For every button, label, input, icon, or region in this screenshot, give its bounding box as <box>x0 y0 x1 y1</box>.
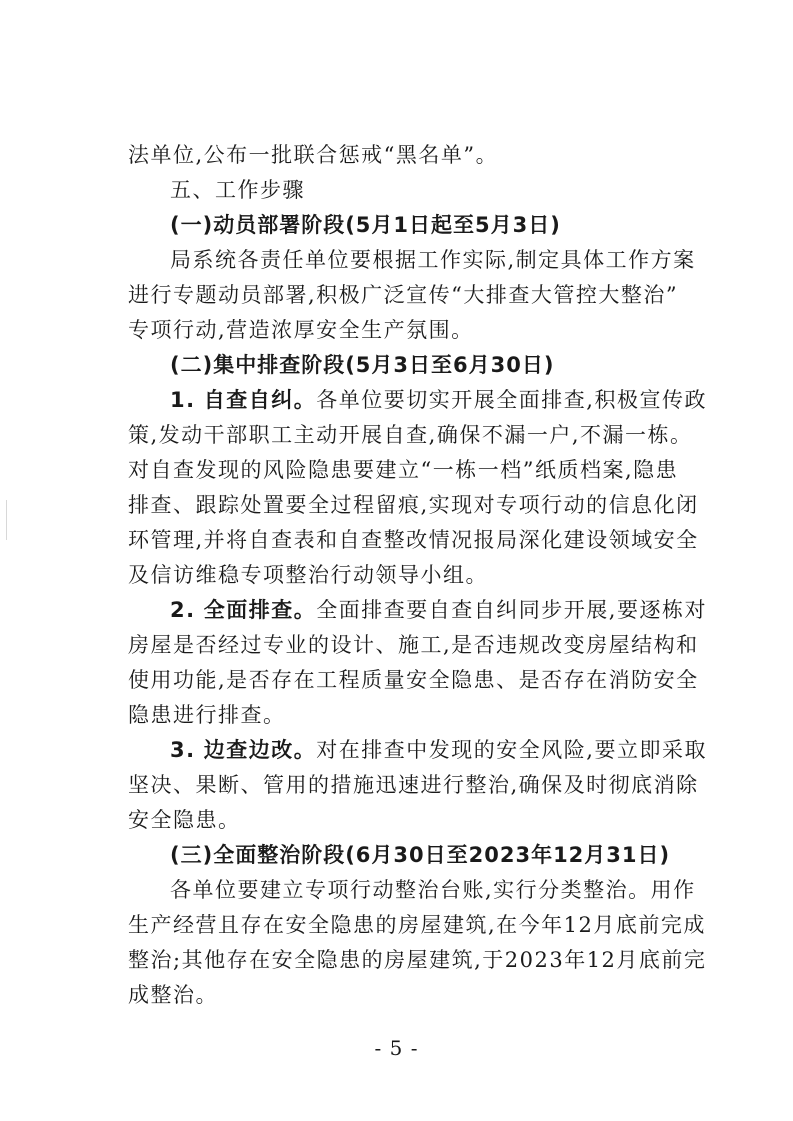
paragraph-line: 整治;其他存在安全隐患的房屋建筑,于2023年12月底前完 <box>128 948 707 972</box>
paragraph-line: 生产经营且存在安全隐患的房屋建筑,在今年12月底前完成 <box>128 913 706 937</box>
item-title: 边查边改。 <box>203 738 317 762</box>
paragraph-line: 法单位,公布一批联合惩戒“黑名单”。 <box>128 143 499 167</box>
paragraph-line: 成整治。 <box>128 983 218 1007</box>
item-title: 全面排查。 <box>203 598 317 622</box>
paragraph-line: 安全隐患。 <box>128 808 241 832</box>
paragraph-line: 各单位要建立专项行动整治台账,实行分类整治。用作 <box>170 878 696 902</box>
section-heading: 五、工作步骤 <box>170 178 305 202</box>
paragraph-line: 隐患进行排查。 <box>128 703 286 727</box>
item-1-line <box>170 385 707 415</box>
item-title: 自查自纠。 <box>203 388 317 412</box>
item-text: 全面排查要自查自纠同步开展,要逐栋对 <box>316 598 707 622</box>
paragraph-line: 局系统各责任单位要根据工作实际,制定具体工作方案 <box>170 248 696 272</box>
paragraph-line: 环管理,并将自查表和自查整改情况报局深化建设领域安全 <box>128 528 699 552</box>
paragraph-line: 及信访维稳专项整治行动领导小组。 <box>128 563 488 587</box>
paragraph-line: 策,发动干部职工主动开展自查,确保不漏一户,不漏一栋。 <box>128 423 693 447</box>
item-number: 3. <box>170 738 196 762</box>
paragraph-line: 对自查发现的风险隐患要建立“一栋一档”纸质档案,隐患 <box>128 458 679 482</box>
paragraph-line: 进行专题动员部署,积极广泛宣传“大排查大管控大整治” <box>128 283 679 307</box>
paragraph-line: 使用功能,是否存在工程质量安全隐患、是否存在消防安全 <box>128 668 699 692</box>
paragraph-line: 专项行动,营造浓厚安全生产氛围。 <box>128 318 474 342</box>
paragraph-line: 坚决、果断、管用的措施迅速进行整治,确保及时彻底消除 <box>128 773 699 797</box>
paragraph-line: 排查、跟踪处置要全过程留痕,实现对专项行动的信息化闭 <box>128 493 699 517</box>
item-text: 对在排查中发现的安全风险,要立即采取 <box>316 738 707 762</box>
paragraph-line: 房屋是否经过专业的设计、施工,是否违规改变房屋结构和 <box>128 633 699 657</box>
item-number: 1. <box>170 388 196 412</box>
phase-heading-2: (二)集中排查阶段(5月3日至6月30日) <box>170 353 555 377</box>
item-number: 2. <box>170 598 196 622</box>
item-3-line <box>170 735 707 765</box>
phase-heading-3: (三)全面整治阶段(6月30日至2023年12月31日) <box>170 843 671 867</box>
scan-edge-mark <box>6 500 7 540</box>
page-number: - 5 - <box>374 1036 419 1060</box>
item-2-line <box>170 595 707 625</box>
item-text: 各单位要切实开展全面排查,积极宣传政 <box>316 388 707 412</box>
phase-heading-1: (一)动员部署阶段(5月1日起至5月3日) <box>170 213 561 237</box>
